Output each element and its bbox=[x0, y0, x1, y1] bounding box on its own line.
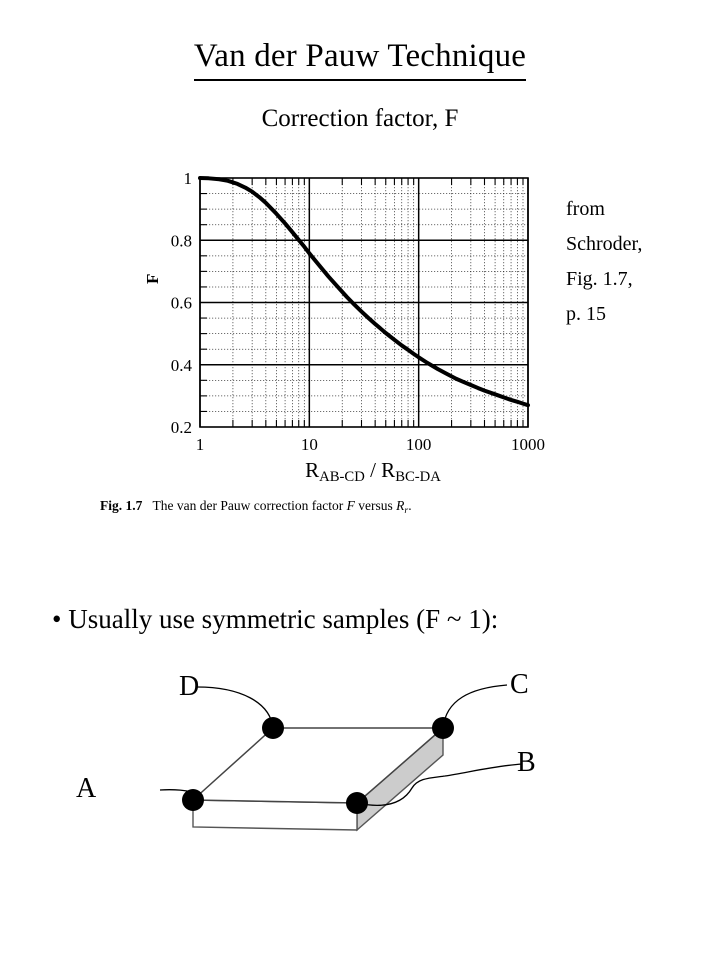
source-note bbox=[566, 192, 716, 332]
x-tick-label: 10 bbox=[300, 435, 318, 450]
x-axis-numerator-r: R bbox=[305, 458, 320, 482]
x-tick-label: 1 bbox=[195, 435, 205, 450]
y-tick-label: 1 bbox=[183, 169, 192, 188]
sample-label-d: D bbox=[179, 671, 200, 702]
y-tick-label: 0.6 bbox=[170, 293, 192, 313]
caption-figure-number: Fig. 1.7 bbox=[100, 498, 143, 513]
chart-major-horizontal-gridlines bbox=[200, 240, 528, 365]
caption-symbol-r: R bbox=[396, 498, 405, 513]
sample-geometry-diagram bbox=[60, 660, 620, 890]
page-title bbox=[0, 36, 720, 81]
chart-svg bbox=[132, 160, 552, 450]
sample-diagram-svg bbox=[60, 660, 620, 890]
correction-factor-chart bbox=[132, 160, 552, 450]
contact-dot-c bbox=[432, 717, 454, 739]
chart-data-curve bbox=[200, 178, 528, 405]
x-axis-numerator-sub: AB-CD bbox=[319, 469, 365, 486]
contact-dot-d bbox=[262, 717, 284, 739]
x-axis-denominator-sub: BC-DA bbox=[395, 469, 441, 486]
caption-symbol-f: F bbox=[346, 498, 355, 513]
source-note-line-1: from bbox=[566, 198, 605, 220]
y-tick-label: 0.2 bbox=[170, 418, 192, 437]
x-tick-label: 1000 bbox=[511, 435, 545, 450]
page-subtitle: Correction factor, F bbox=[261, 105, 459, 132]
bullet-point-text: • Usually use symmetric samples (F ~ 1): bbox=[52, 604, 499, 634]
sample-label-b: B bbox=[517, 747, 536, 778]
contact-dot-b bbox=[346, 792, 368, 814]
source-note-line-3: Fig. 1.7, bbox=[566, 268, 633, 290]
sample-front-face bbox=[193, 800, 357, 830]
chart-y-axis-title: F bbox=[143, 273, 162, 284]
figure-caption bbox=[100, 497, 620, 517]
caption-text-middle: versus bbox=[358, 498, 393, 513]
chart-y-tick-labels bbox=[171, 169, 193, 437]
caption-text-before: The van der Pauw correction factor bbox=[152, 498, 344, 513]
caption-symbol-r-subscript: r bbox=[404, 504, 409, 516]
x-axis-denominator-r: R bbox=[381, 458, 396, 482]
leader-line-c bbox=[443, 685, 507, 728]
leader-line-d bbox=[197, 687, 273, 728]
source-note-line-2: Schroder, bbox=[566, 233, 643, 255]
y-tick-label: 0.8 bbox=[170, 231, 192, 251]
page-title-text: Van der Pauw Technique bbox=[194, 36, 526, 81]
x-tick-label: 100 bbox=[405, 435, 432, 450]
sample-label-a: A bbox=[76, 773, 97, 804]
y-tick-label: 0.4 bbox=[170, 355, 192, 375]
chart-x-axis-title bbox=[248, 458, 498, 485]
contact-dot-a bbox=[182, 789, 204, 811]
caption-period: . bbox=[408, 498, 412, 513]
x-axis-slash: / bbox=[370, 458, 376, 482]
source-note-line-4: p. 15 bbox=[566, 303, 606, 325]
sample-label-c: C bbox=[510, 669, 529, 700]
chart-x-tick-labels bbox=[196, 435, 545, 450]
